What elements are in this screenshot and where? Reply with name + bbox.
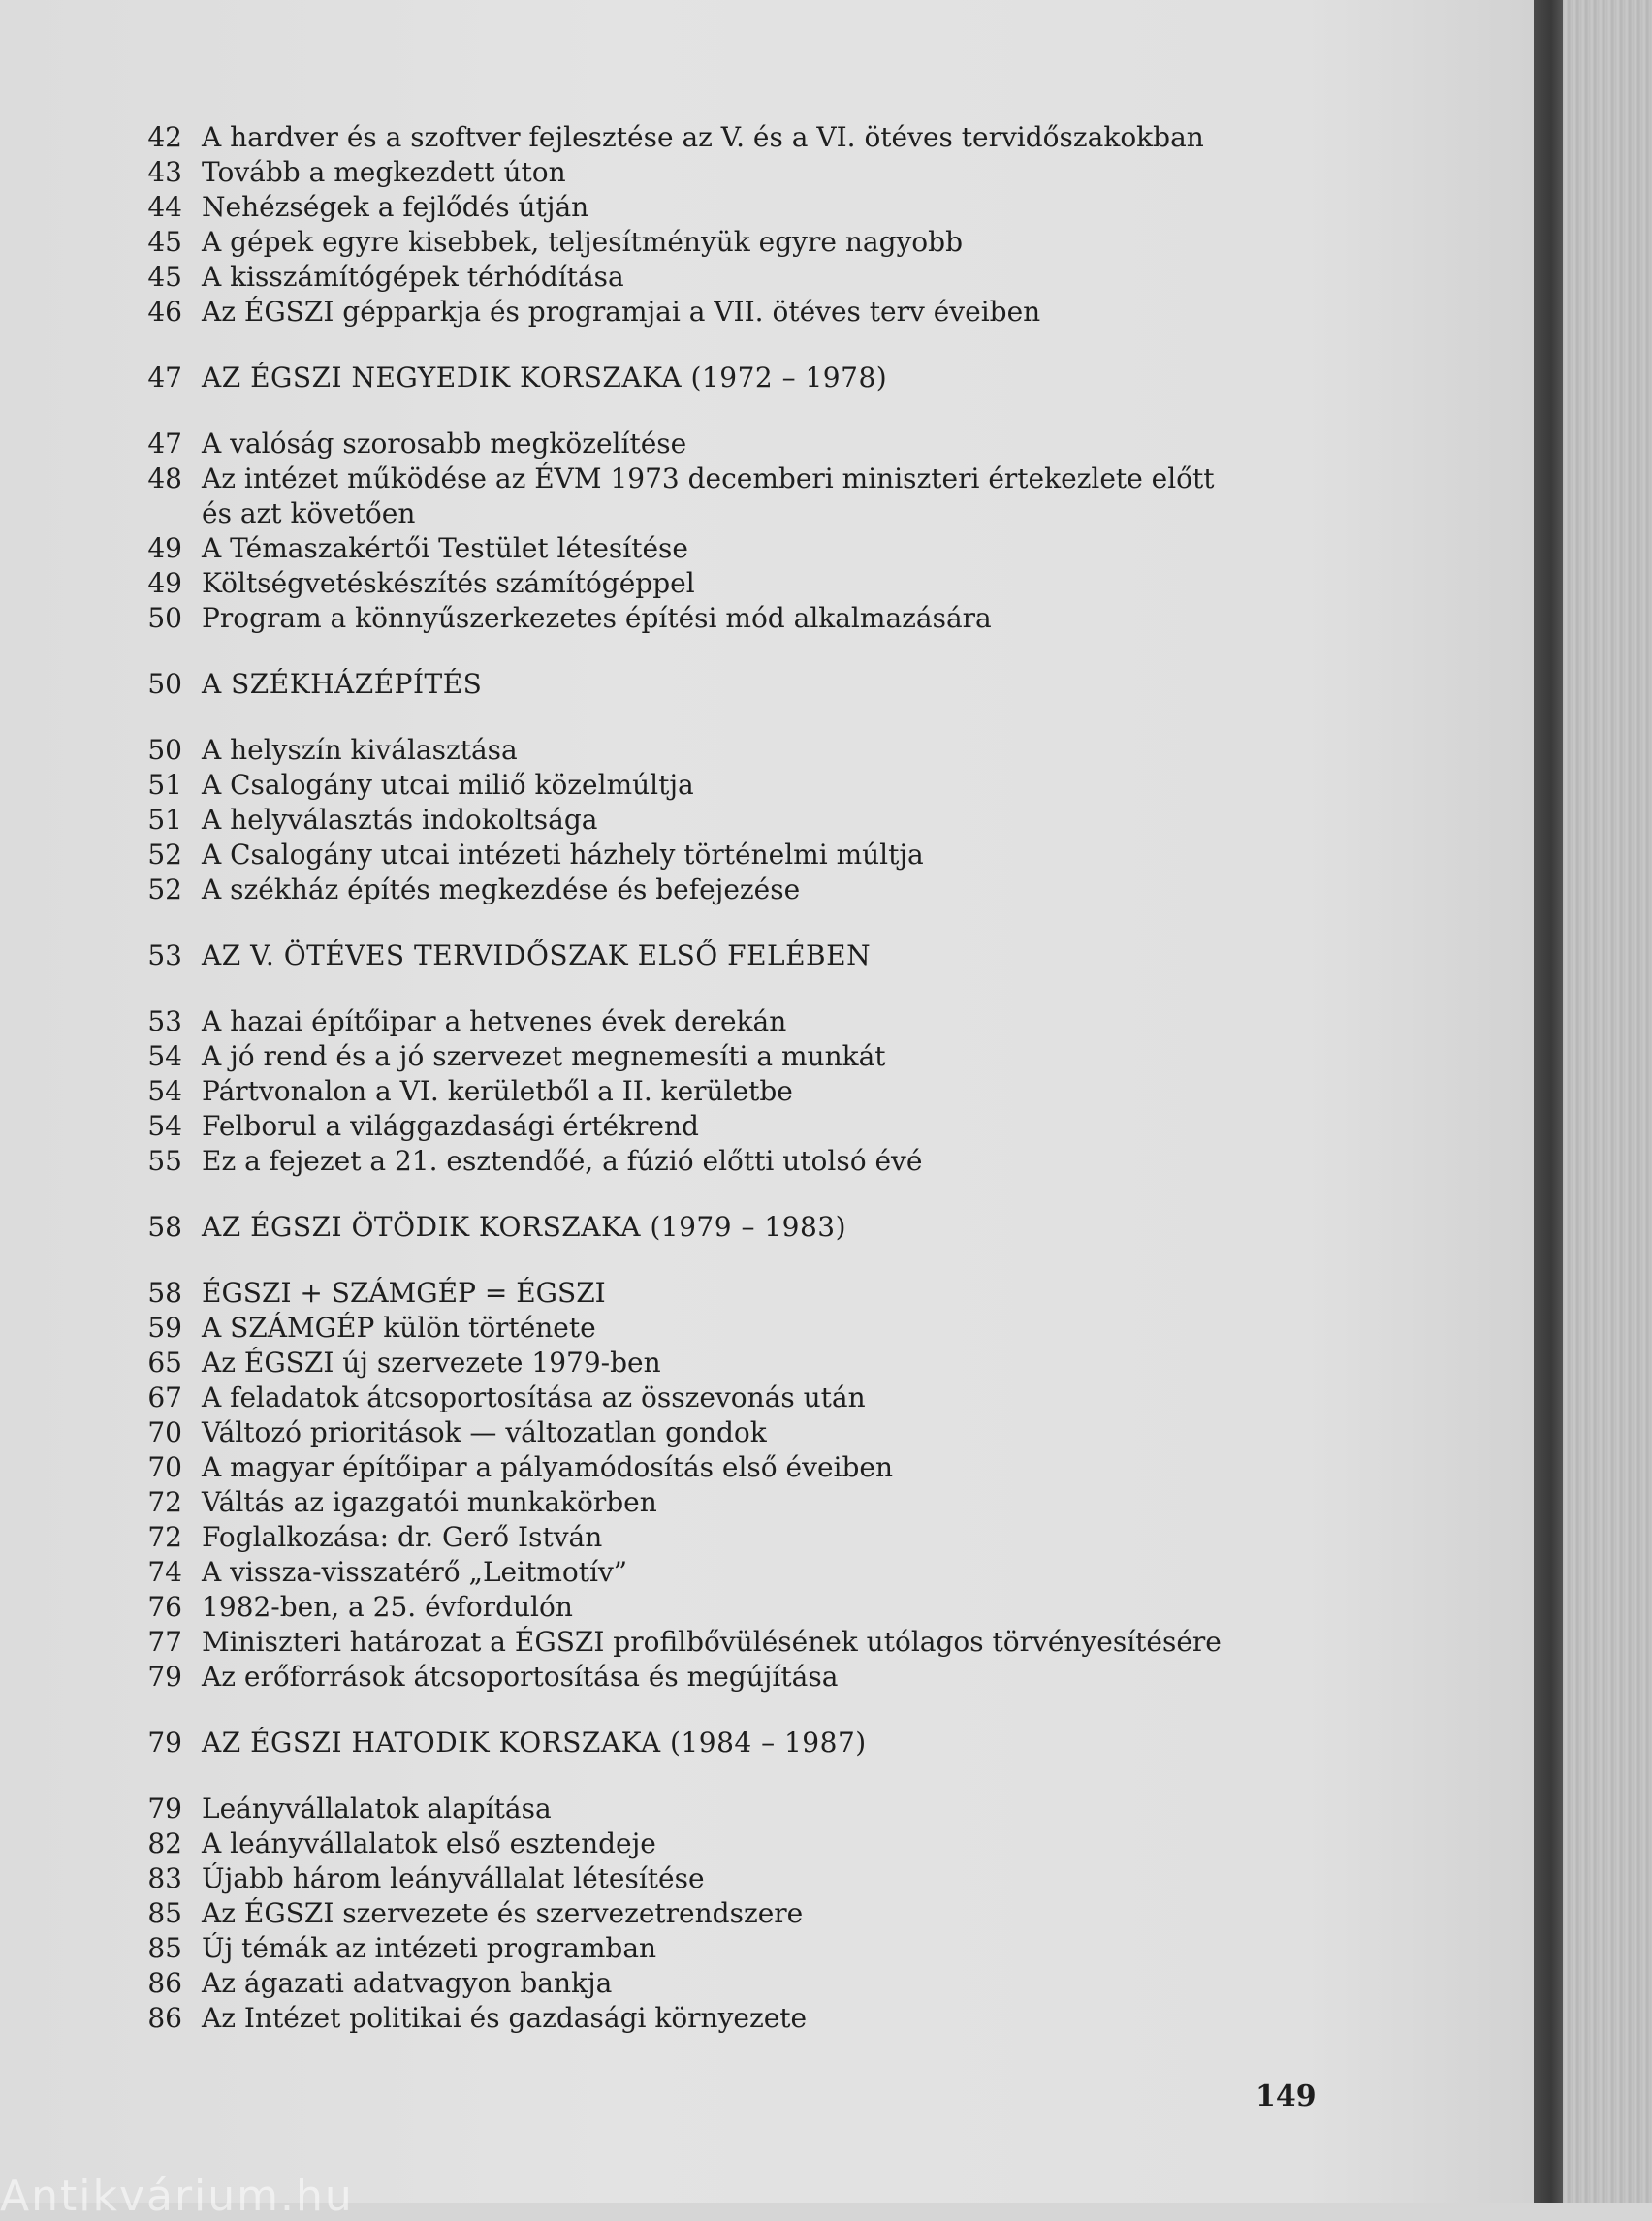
- page-ref: 49: [147, 532, 182, 564]
- toc-entry: [116, 1590, 1241, 1625]
- page-ref: 52: [147, 839, 182, 871]
- entry-title: Az ágazati adatvagyon bankja: [202, 1967, 613, 1999]
- entry-title: Az ÉGSZI új szervezete 1979-ben: [202, 1347, 661, 1379]
- entry-title: A helyválasztás indokoltsága: [202, 804, 598, 836]
- entry-title: Az ÉGSZI szervezete és szervezetrendszere: [202, 1897, 804, 1929]
- entry-title: Nehézségek a fejlődés útján: [202, 191, 589, 223]
- page-ref: 43: [147, 156, 182, 188]
- page-ref: 76: [147, 1591, 182, 1623]
- page-ref: 83: [147, 1862, 182, 1894]
- page-ref: 50: [147, 602, 182, 634]
- entry-title: Miniszteri határozat a ÉGSZI profilbővülésének utólagos törvényesítésére: [202, 1626, 1222, 1658]
- chapter-title: AZ V. ÖTÉVES TERVIDŐSZAK ELSŐ FELÉBEN: [202, 939, 872, 971]
- watermark: Antikvárium.hu: [0, 2172, 354, 2221]
- toc-entry: [116, 1826, 1241, 1861]
- page-ref: 79: [147, 1727, 182, 1759]
- toc-entry: [116, 1276, 1241, 1311]
- toc-entry: [116, 461, 1241, 531]
- page-number: 149: [1255, 2079, 1317, 2113]
- toc-entry: [116, 427, 1241, 461]
- page-ref: 47: [147, 428, 182, 460]
- entry-title: Program a könnyűszerkezetes építési mód alkalmazására: [202, 602, 992, 634]
- chapter-heading: [116, 1210, 1241, 1245]
- toc-entry: [116, 120, 1241, 155]
- page-ref: 70: [147, 1416, 182, 1448]
- table-of-contents: [116, 120, 1241, 2036]
- toc-entry: [116, 295, 1241, 330]
- entry-title: A gépek egyre kisebbek, teljesítményük egyre nagyobb: [202, 226, 964, 258]
- page-ref: 48: [147, 462, 182, 494]
- page-ref: 42: [147, 121, 182, 153]
- page-ref: 58: [147, 1277, 182, 1309]
- page-ref: 58: [147, 1211, 182, 1243]
- entry-title: Pártvonalon a VI. kerületből a II. kerületbe: [202, 1075, 793, 1107]
- page-ref: 55: [147, 1145, 182, 1177]
- page-ref: 46: [147, 296, 182, 328]
- toc-entry: [116, 155, 1241, 190]
- toc-entry: [116, 1039, 1241, 1074]
- chapter-title: AZ ÉGSZI NEGYEDIK KORSZAKA (1972 – 1978): [202, 362, 888, 394]
- toc-entry: [116, 531, 1241, 566]
- toc-entry: [116, 1311, 1241, 1346]
- entry-title: A hazai építőipar a hetvenes évek derekán: [202, 1005, 787, 1037]
- toc-entry: [116, 733, 1241, 768]
- page-ref: 65: [147, 1347, 182, 1379]
- page-ref: 49: [147, 567, 182, 599]
- toc-entry: [116, 566, 1241, 601]
- toc-entry: [116, 1109, 1241, 1144]
- page-ref: 47: [147, 362, 182, 394]
- chapter-title: A SZÉKHÁZÉPÍTÉS: [202, 668, 483, 700]
- page-ref: 45: [147, 226, 182, 258]
- toc-entry: [116, 1931, 1241, 1966]
- toc-entry: [116, 1380, 1241, 1415]
- chapter-heading: [116, 1726, 1241, 1761]
- page-ref: 77: [147, 1626, 182, 1658]
- entry-title: A Csalogány utcai intézeti házhely történelmi múltja: [202, 839, 924, 871]
- toc-entry: [116, 1144, 1241, 1179]
- toc-entry: [116, 838, 1241, 873]
- page-ref: 72: [147, 1521, 182, 1553]
- page-ref: 45: [147, 261, 182, 293]
- page-ref: 52: [147, 873, 182, 905]
- entry-title: A magyar építőipar a pályamódosítás első éveiben: [202, 1451, 894, 1483]
- toc-entry: [116, 1792, 1241, 1826]
- entry-title: Váltás az igazgatói munkakörben: [202, 1486, 657, 1518]
- entry-title: Új témák az intézeti programban: [202, 1932, 657, 1964]
- toc-entry: [116, 225, 1241, 260]
- entry-title: A kisszámítógépek térhódítása: [202, 261, 624, 293]
- entry-title: Ez a fejezet a 21. esztendőé, a fúzió előtti utolsó évé: [202, 1145, 923, 1177]
- toc-entry: [116, 1415, 1241, 1450]
- entry-title: Felborul a világgazdasági értékrend: [202, 1110, 699, 1142]
- toc-entry: [116, 1485, 1241, 1520]
- page-ref: 85: [147, 1932, 182, 1964]
- entry-title: Az ÉGSZI gépparkja és programjai a VII. ötéves terv éveiben: [202, 296, 1041, 328]
- page-ref: 74: [147, 1556, 182, 1588]
- page-ref: 72: [147, 1486, 182, 1518]
- entry-title: A székház építés megkezdése és befejezése: [202, 873, 801, 905]
- page-ref: 54: [147, 1110, 182, 1142]
- chapter-title: AZ ÉGSZI ÖTÖDIK KORSZAKA (1979 – 1983): [202, 1211, 847, 1243]
- toc-entry: [116, 1625, 1241, 1660]
- entry-title: A SZÁMGÉP külön története: [202, 1312, 596, 1344]
- chapter-heading: [116, 361, 1241, 396]
- entry-title: Az erőforrások átcsoportosítása és megújítása: [202, 1661, 839, 1693]
- entry-title: Az intézet működése az ÉVM 1973 decemberi miniszteri értekezlete előtt és azt követően: [202, 462, 1215, 529]
- chapter-heading: [116, 938, 1241, 973]
- entry-title: A Csalogány utcai miliő közelmúltja: [202, 769, 694, 801]
- entry-title: A vissza-visszatérő „Leitmotív”: [202, 1556, 628, 1588]
- entry-title: Az Intézet politikai és gazdasági környezete: [202, 2002, 808, 2034]
- entry-title: A leányvállalatok első esztendeje: [202, 1827, 656, 1859]
- toc-entry: [116, 1660, 1241, 1695]
- entry-title: Foglalkozása: dr. Gerő István: [202, 1521, 603, 1553]
- toc-entry: [116, 1896, 1241, 1931]
- toc-entry: [116, 1074, 1241, 1109]
- entry-title: A valóság szorosabb megközelítése: [202, 428, 687, 460]
- entry-title: Költségvetéskészítés számítógéppel: [202, 567, 695, 599]
- toc-entry: [116, 601, 1241, 636]
- page-ref: 54: [147, 1040, 182, 1072]
- page-ref: 86: [147, 1967, 182, 1999]
- page-ref: 51: [147, 804, 182, 836]
- page-ref: 67: [147, 1381, 182, 1413]
- toc-entry: [116, 1520, 1241, 1555]
- book-spine: [1534, 0, 1563, 2203]
- entry-title: Leányvállalatok alapítása: [202, 1793, 552, 1824]
- page-ref: 70: [147, 1451, 182, 1483]
- book-cover-edge: [1563, 0, 1652, 2203]
- entry-title: A helyszín kiválasztása: [202, 734, 518, 766]
- toc-entry: [116, 190, 1241, 225]
- chapter-title: AZ ÉGSZI HATODIK KORSZAKA (1984 – 1987): [202, 1727, 867, 1759]
- toc-entry: [116, 873, 1241, 907]
- toc-entry: [116, 768, 1241, 803]
- page-ref: 53: [147, 939, 182, 971]
- toc-entry: [116, 1346, 1241, 1380]
- page-ref: 51: [147, 769, 182, 801]
- entry-title: Tovább a megkezdett úton: [202, 156, 566, 188]
- entry-title: A feladatok átcsoportosítása az összevonás után: [202, 1381, 866, 1413]
- page-ref: 86: [147, 2002, 182, 2034]
- toc-entry: [116, 1966, 1241, 2001]
- page-ref: 50: [147, 734, 182, 766]
- toc-entry: [116, 1555, 1241, 1590]
- entry-title: A jó rend és a jó szervezet megnemesíti a munkát: [202, 1040, 886, 1072]
- toc-entry: [116, 260, 1241, 295]
- page-ref: 79: [147, 1661, 182, 1693]
- page-ref: 82: [147, 1827, 182, 1859]
- toc-entry: [116, 1004, 1241, 1039]
- page-ref: 85: [147, 1897, 182, 1929]
- page-ref: 50: [147, 668, 182, 700]
- page-ref: 79: [147, 1793, 182, 1824]
- entry-title: Újabb három leányvállalat létesítése: [202, 1862, 705, 1894]
- toc-entry: [116, 803, 1241, 838]
- page-ref: 53: [147, 1005, 182, 1037]
- entry-title: 1982-ben, a 25. évfordulón: [202, 1591, 573, 1623]
- toc-entry: [116, 1861, 1241, 1896]
- toc-entry: [116, 1450, 1241, 1485]
- page-ref: 54: [147, 1075, 182, 1107]
- toc-entry: [116, 2001, 1241, 2036]
- entry-title: A hardver és a szoftver fejlesztése az V. és a VI. ötéves tervidőszakokban: [202, 121, 1204, 153]
- entry-title: ÉGSZI + SZÁMGÉP = ÉGSZI: [202, 1277, 606, 1309]
- chapter-heading: [116, 667, 1241, 702]
- page-ref: 59: [147, 1312, 182, 1344]
- entry-title: A Témaszakértői Testület létesítése: [202, 532, 688, 564]
- page-ref: 44: [147, 191, 182, 223]
- entry-title: Változó prioritások — változatlan gondok: [202, 1416, 767, 1448]
